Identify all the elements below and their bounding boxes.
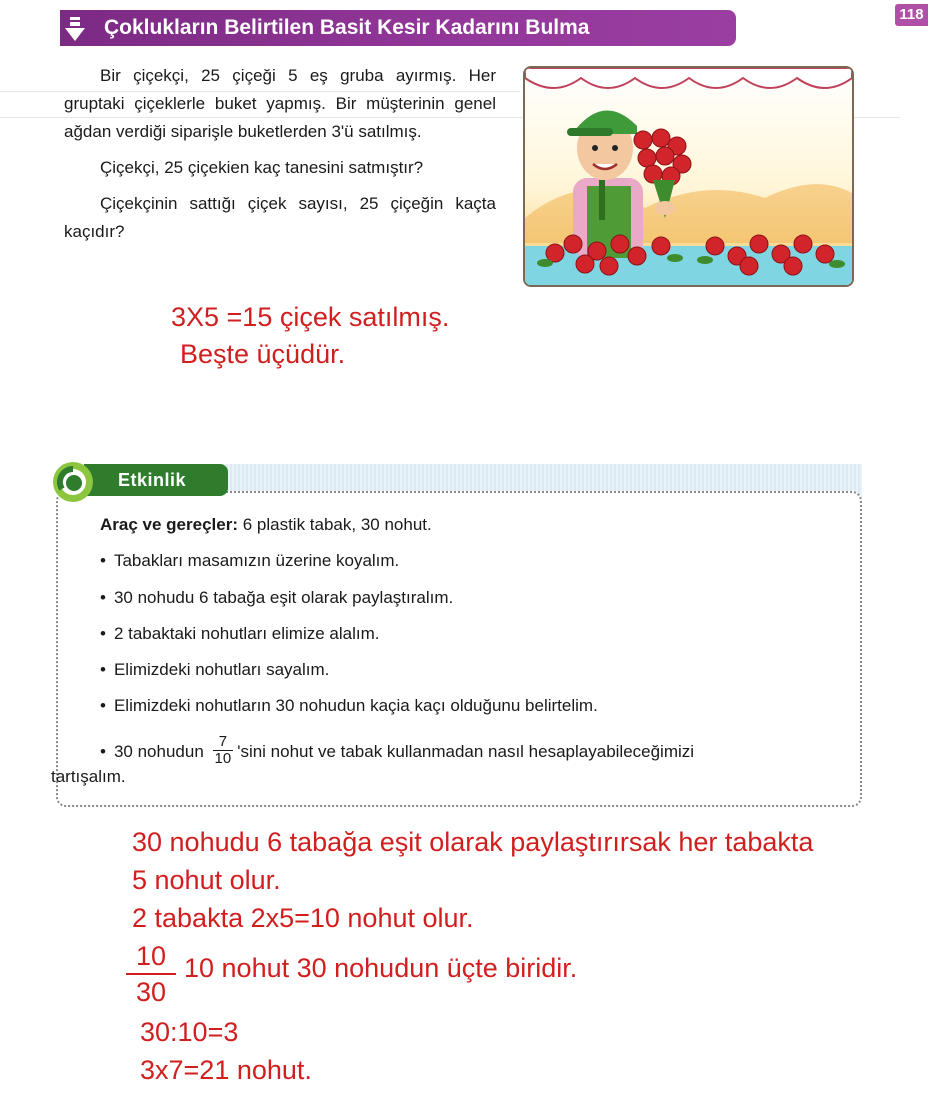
problem-question-2: Çiçekçinin sattığı çiçek sayısı, 25 çiçeğin kaçta kaçıdır? <box>64 194 496 241</box>
list-item: • Elimizdeki nohutların 30 nohudun kaçia kaçı olduğunu belirtelim. <box>100 696 598 715</box>
answer-line: 30 nohudu 6 tabağa eşit olarak paylaştırırsak her tabakta <box>132 827 814 857</box>
answer-line: 5 nohut olur. <box>132 865 281 895</box>
list-item: • Tabakları masamızın üzerine koyalım. <box>100 551 400 570</box>
florist-illustration <box>523 66 854 287</box>
answer-line: 3x7=21 nohut. <box>140 1055 312 1085</box>
answer-line: 3X5 =15 çiçek satılmış. <box>171 302 450 332</box>
tools-line <box>100 512 432 538</box>
problem-paragraph: Bir çiçekçi, 25 çiçeği 5 eş gruba ayırmış. Her gruptaki çiçeklerle buket yapmış. Bir müşterinin genel ağdan verdiği siparişle buketlerden 3'ü satılmış. <box>64 66 496 141</box>
answer-line: 2 tabakta 2x5=10 nohut olur. <box>132 903 474 933</box>
fraction: $\frac{7}{10}$ <box>214 733 232 767</box>
list-item: • 2 tabaktaki nohutları elimize alalım. <box>100 624 380 643</box>
fraction: $\frac{10}{30}$ <box>126 939 176 1009</box>
list-item: • 30 nohudun $\frac{7}{10}$ 'sini nohut ve tabak kullanmadan nasıl hesaplayabileceğimizi <box>100 733 695 767</box>
list-item-continuation: tartışalım. <box>51 767 126 786</box>
list-item: • 30 nohudu 6 tabağa eşit olarak paylaştıralım. <box>100 588 454 607</box>
activity-tab: Etkinlik <box>84 464 228 496</box>
page-number: 118 <box>895 4 928 26</box>
problem-text <box>64 62 496 246</box>
answer-line: Beşte üçüdür. <box>180 339 346 369</box>
activity-swirl-icon <box>50 459 96 505</box>
answer-line: 30:10=3 <box>140 1017 239 1047</box>
problem-question-1: Çiçekçi, 25 çiçekien kaç tanesini satmıştır? <box>100 158 424 177</box>
answer-line: 10 nohut 30 nohudun üçte biridir. <box>184 953 578 983</box>
tools-value: 6 plastik tabak, 30 nohut. <box>237 515 432 534</box>
page-title: Çoklukların Belirtilen Basit Kesir Kadarını Bulma <box>104 16 590 39</box>
list-item: • Elimizdeki nohutları sayalım. <box>100 660 330 679</box>
tools-label: Araç ve gereçler: <box>100 515 238 534</box>
down-arrow-icon <box>62 15 88 43</box>
